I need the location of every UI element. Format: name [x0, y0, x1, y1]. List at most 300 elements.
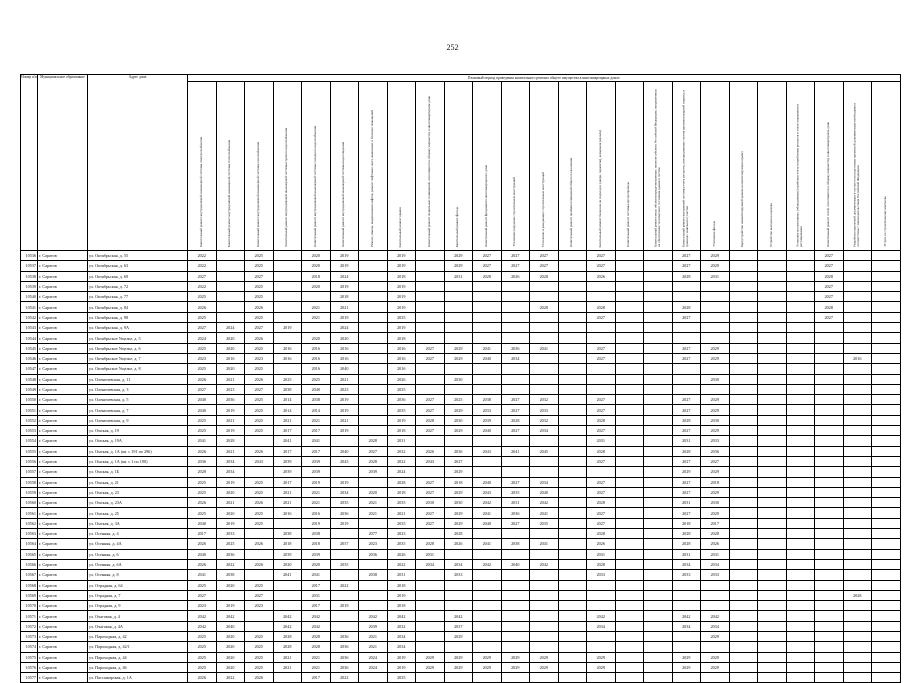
year-cell — [444, 364, 473, 374]
row-address: ул. Оленичевская, д. 9 — [88, 415, 188, 425]
year-cell: 2024 — [188, 333, 217, 343]
year-cell: 2027 — [587, 477, 616, 487]
year-cell: 2019 — [387, 281, 416, 291]
year-cell — [672, 323, 701, 333]
year-cell — [843, 498, 872, 508]
header-work-label: Капитальный ремонт внутридомовой инженерной системы холодного водоснабжения — [312, 126, 317, 247]
year-cell: 2031 — [672, 498, 701, 508]
table-row — [21, 436, 901, 446]
year-cell: 2034 — [216, 456, 245, 466]
year-cell — [359, 353, 388, 363]
year-cell: 2042 — [672, 611, 701, 621]
table-row — [21, 353, 901, 363]
year-cell — [273, 251, 302, 261]
year-cell: 2022 — [330, 673, 359, 683]
header-work-label: Капитальный ремонт внутридомовой инженерной системы газоснабжения — [255, 142, 260, 247]
year-cell: 2025 — [302, 374, 331, 384]
year-cell: 2035 — [387, 498, 416, 508]
year-cell: 2020 — [302, 251, 331, 261]
year-cell — [758, 652, 787, 662]
year-cell: 2027 — [587, 353, 616, 363]
year-cell — [473, 323, 502, 333]
year-cell — [758, 415, 787, 425]
header-work-label: Капитальный ремонт балконов на подъездах (двери, парапеты), козырьков (кровли) — [597, 129, 602, 247]
year-cell — [872, 601, 901, 611]
row-address: ул. Оленичевская, д. 7 — [88, 405, 188, 415]
row-number: 10560 — [21, 498, 38, 508]
year-cell: 2027 — [587, 312, 616, 322]
year-cell — [758, 343, 787, 353]
year-cell: 2016 — [302, 364, 331, 374]
year-cell: 2029 — [444, 405, 473, 415]
year-cell: 2026 — [387, 549, 416, 559]
year-cell — [530, 631, 559, 641]
year-cell: 2027 — [587, 395, 616, 405]
year-cell — [786, 652, 815, 662]
year-cell: 2023 — [359, 539, 388, 549]
year-cell — [843, 549, 872, 559]
year-cell: 2019 — [330, 601, 359, 611]
year-cell — [843, 631, 872, 641]
year-cell: 2042 — [359, 611, 388, 621]
year-cell: 2038 — [302, 395, 331, 405]
year-cell — [815, 549, 844, 559]
year-cell: 2027 — [444, 456, 473, 466]
year-cell: 2027 — [473, 261, 502, 271]
year-cell — [644, 436, 673, 446]
year-cell — [872, 456, 901, 466]
year-cell — [359, 323, 388, 333]
year-cell — [615, 662, 644, 672]
table-row — [21, 559, 901, 569]
year-cell — [530, 364, 559, 374]
year-cell: 2025 — [245, 642, 274, 652]
year-cell — [473, 611, 502, 621]
year-cell: 2021 — [387, 508, 416, 518]
row-number: 10551 — [21, 405, 38, 415]
year-cell — [786, 374, 815, 384]
year-cell — [672, 384, 701, 394]
table-row — [21, 426, 901, 436]
year-cell: 2042 — [530, 498, 559, 508]
header-work-14 — [558, 82, 587, 251]
row-municipality: г. Саратов — [38, 343, 88, 353]
year-cell — [815, 631, 844, 641]
year-cell — [701, 302, 730, 312]
year-cell: 2028 — [216, 436, 245, 446]
year-cell: 2036 — [330, 652, 359, 662]
year-cell: 2027 — [672, 395, 701, 405]
year-cell: 2025 — [245, 312, 274, 322]
year-cell — [530, 549, 559, 559]
year-cell — [843, 539, 872, 549]
year-cell — [501, 467, 530, 477]
year-cell — [644, 446, 673, 456]
year-cell — [729, 467, 758, 477]
year-cell: 2036 — [330, 642, 359, 652]
row-number: 10545 — [21, 343, 38, 353]
year-cell: 2028 — [273, 642, 302, 652]
row-municipality: г. Саратов — [38, 508, 88, 518]
year-cell — [416, 374, 445, 384]
row-number: 10563 — [21, 529, 38, 539]
year-cell: 2016 — [843, 353, 872, 363]
header-work-23 — [815, 82, 844, 251]
header-work-label: Капитальный ремонт системы мусоропровода — [626, 182, 631, 247]
year-cell — [872, 281, 901, 291]
year-cell: 2014 — [302, 405, 331, 415]
header-work-2 — [216, 82, 245, 251]
year-cell — [872, 343, 901, 353]
row-number: 10537 — [21, 261, 38, 271]
year-cell: 2016 — [330, 353, 359, 363]
row-address: ул. Осенняя, д. 6А — [88, 559, 188, 569]
year-cell: 2039 — [473, 415, 502, 425]
row-number: 10570 — [21, 601, 38, 611]
year-cell: 2020 — [216, 487, 245, 497]
year-cell — [615, 642, 644, 652]
year-cell: 2027 — [416, 343, 445, 353]
year-cell — [758, 621, 787, 631]
year-cell: 2035 — [387, 405, 416, 415]
row-number: 10559 — [21, 487, 38, 497]
year-cell — [558, 642, 587, 652]
year-cell — [729, 673, 758, 683]
capital-repair-schedule-table — [20, 74, 901, 683]
year-cell — [729, 539, 758, 549]
header-work-label: Капитальный ремонт внутридомовой инженерной системы горячего водоснабжения — [284, 128, 289, 247]
row-municipality: г. Саратов — [38, 631, 88, 641]
row-address: ул. Октябрьская, д. 55 — [88, 251, 188, 261]
year-cell — [872, 570, 901, 580]
year-cell — [701, 281, 730, 291]
row-address: ул. Октябрьская, д. 72 — [88, 281, 188, 291]
year-cell — [843, 601, 872, 611]
header-work-3 — [245, 82, 274, 251]
year-cell: 2026 — [245, 302, 274, 312]
year-cell — [615, 333, 644, 343]
year-cell — [729, 436, 758, 446]
row-address: ул. Осенняя, д. 4А — [88, 539, 188, 549]
year-cell — [359, 343, 388, 353]
year-cell — [843, 261, 872, 271]
table-row — [21, 652, 901, 662]
year-cell: 2029 — [701, 652, 730, 662]
year-cell: 2027 — [416, 426, 445, 436]
year-cell — [843, 559, 872, 569]
year-cell: 2016 — [302, 353, 331, 363]
year-cell — [758, 426, 787, 436]
header-municipality: Муниципальное образование — [38, 75, 88, 251]
row-municipality: г. Саратов — [38, 436, 88, 446]
year-cell — [843, 405, 872, 415]
year-cell — [786, 446, 815, 456]
header-plan-period: Плановый период проведения капитального ремонта общего имущества в многоквартирных домах — [188, 75, 901, 82]
year-cell: 2042 — [530, 559, 559, 569]
year-cell — [729, 271, 758, 281]
year-cell — [843, 611, 872, 621]
year-cell — [644, 549, 673, 559]
year-cell — [758, 580, 787, 590]
year-cell — [273, 673, 302, 683]
year-cell: 2033 — [216, 529, 245, 539]
year-cell — [501, 364, 530, 374]
year-cell — [359, 302, 388, 312]
header-work-label: Капитальный ремонт крыши — [398, 206, 403, 247]
year-cell — [530, 292, 559, 302]
year-cell: 2025 — [245, 662, 274, 672]
year-cell — [330, 590, 359, 600]
row-municipality: г. Саратов — [38, 529, 88, 539]
year-cell: 2021 — [273, 498, 302, 508]
header-work-7 — [359, 82, 388, 251]
year-cell — [815, 374, 844, 384]
year-cell: 2040 — [473, 426, 502, 436]
year-cell — [501, 611, 530, 621]
year-cell: 2026 — [188, 539, 217, 549]
year-cell: 2025 — [245, 477, 274, 487]
row-number: 10565 — [21, 549, 38, 559]
year-cell — [359, 292, 388, 302]
year-cell: 2042 — [444, 611, 473, 621]
year-cell — [815, 395, 844, 405]
table-row — [21, 487, 901, 497]
year-cell — [615, 395, 644, 405]
year-cell — [245, 436, 274, 446]
year-cell — [843, 642, 872, 652]
year-cell — [501, 292, 530, 302]
year-cell — [501, 302, 530, 312]
row-municipality: г. Саратов — [38, 559, 88, 569]
year-cell — [843, 364, 872, 374]
year-cell — [758, 518, 787, 528]
year-cell: 2037 — [444, 621, 473, 631]
row-address: ул. Пароходная, д. 44 — [88, 652, 188, 662]
row-municipality: г. Саратов — [38, 487, 88, 497]
table-row — [21, 508, 901, 518]
header-work-label: Утепление ограждающих строительных конструкций — [540, 171, 545, 247]
year-cell — [245, 570, 274, 580]
year-cell: 2029 — [530, 662, 559, 672]
year-cell: 2036 — [330, 631, 359, 641]
table-row — [21, 529, 901, 539]
row-number: 10550 — [21, 395, 38, 405]
year-cell — [644, 395, 673, 405]
year-cell — [758, 570, 787, 580]
year-cell — [558, 405, 587, 415]
year-cell — [786, 631, 815, 641]
year-cell — [273, 590, 302, 600]
year-cell — [701, 323, 730, 333]
year-cell — [416, 271, 445, 281]
year-cell — [672, 580, 701, 590]
year-cell — [644, 601, 673, 611]
table-row — [21, 498, 901, 508]
year-cell: 2029 — [444, 662, 473, 672]
year-cell: 2029 — [444, 467, 473, 477]
year-cell: 2026 — [701, 539, 730, 549]
year-cell: 2039 — [359, 467, 388, 477]
header-work-label: Капитальный ремонт внутридомовой инженерной системы теплоснабжения — [227, 139, 232, 247]
year-cell — [359, 559, 388, 569]
year-cell: 2017 — [273, 426, 302, 436]
year-cell: 2026 — [188, 302, 217, 312]
year-cell — [587, 323, 616, 333]
year-cell — [615, 302, 644, 312]
year-cell — [359, 333, 388, 343]
row-municipality: г. Саратов — [38, 456, 88, 466]
year-cell — [615, 436, 644, 446]
year-cell — [473, 631, 502, 641]
year-cell — [815, 539, 844, 549]
year-cell — [701, 312, 730, 322]
year-cell — [815, 353, 844, 363]
year-cell: 2025 — [188, 343, 217, 353]
year-cell: 2027 — [188, 590, 217, 600]
year-cell — [786, 518, 815, 528]
year-cell: 2033 — [701, 570, 730, 580]
year-cell: 2034 — [672, 559, 701, 569]
year-cell: 2026 — [188, 374, 217, 384]
year-cell — [615, 611, 644, 621]
year-cell — [359, 384, 388, 394]
year-cell — [815, 642, 844, 652]
year-cell: 2040 — [216, 621, 245, 631]
year-cell: 2028 — [302, 631, 331, 641]
year-cell: 2020 — [302, 559, 331, 569]
year-cell — [786, 456, 815, 466]
row-municipality: г. Саратов — [38, 662, 88, 672]
year-cell — [872, 323, 901, 333]
year-cell: 2036 — [330, 508, 359, 518]
row-municipality: г. Саратов — [38, 518, 88, 528]
year-cell: 2028 — [587, 446, 616, 456]
year-cell — [273, 271, 302, 281]
year-cell — [444, 333, 473, 343]
year-cell — [644, 631, 673, 641]
year-cell — [416, 642, 445, 652]
year-cell: 2025 — [245, 405, 274, 415]
year-cell — [815, 621, 844, 631]
row-number: 10576 — [21, 662, 38, 672]
year-cell — [843, 312, 872, 322]
year-cell: 2034 — [387, 642, 416, 652]
header-work-label: Капитальный ремонт сетей, относящихся к общему имуществу в многоквартирном доме — [825, 122, 830, 247]
year-cell: 2020 — [216, 652, 245, 662]
row-number: 10546 — [21, 353, 38, 363]
year-cell: 2034 — [701, 559, 730, 569]
year-cell — [729, 662, 758, 672]
year-cell — [501, 333, 530, 343]
year-cell — [473, 642, 502, 652]
year-cell: 2034 — [530, 426, 559, 436]
year-cell — [843, 281, 872, 291]
year-cell: 2040 — [473, 518, 502, 528]
year-cell — [444, 281, 473, 291]
year-cell: 2021 — [359, 631, 388, 641]
year-cell — [786, 549, 815, 559]
year-cell — [644, 261, 673, 271]
year-cell — [644, 312, 673, 322]
year-cell: 2034 — [444, 559, 473, 569]
year-cell: 2042 — [216, 611, 245, 621]
year-cell: 2025 — [188, 292, 217, 302]
year-cell: 2018 — [387, 580, 416, 590]
year-cell: 2028 — [843, 590, 872, 600]
year-cell — [273, 261, 302, 271]
year-cell — [644, 580, 673, 590]
year-cell: 2029 — [444, 261, 473, 271]
year-cell — [330, 611, 359, 621]
year-cell: 2025 — [245, 292, 274, 302]
header-work-label: Капитальный ремонт фундамента многоквартирного дома — [483, 165, 488, 247]
year-cell: 2019 — [216, 405, 245, 415]
year-cell — [815, 580, 844, 590]
year-cell — [758, 673, 787, 683]
year-cell — [729, 353, 758, 363]
year-cell — [558, 529, 587, 539]
year-cell: 2028 — [672, 271, 701, 281]
year-cell: 2041 — [530, 508, 559, 518]
year-cell — [872, 436, 901, 446]
table-row — [21, 580, 901, 590]
year-cell — [872, 652, 901, 662]
year-cell: 2027 — [359, 446, 388, 456]
year-cell — [615, 631, 644, 641]
year-cell — [444, 312, 473, 322]
year-cell: 2029 — [701, 467, 730, 477]
year-cell: 2038 — [216, 570, 245, 580]
year-cell: 2025 — [188, 477, 217, 487]
year-cell — [359, 261, 388, 271]
year-cell — [558, 601, 587, 611]
year-cell: 2036 — [359, 549, 388, 559]
year-cell — [872, 415, 901, 425]
year-cell: 2030 — [701, 415, 730, 425]
row-municipality: г. Саратов — [38, 611, 88, 621]
year-cell — [843, 456, 872, 466]
year-cell — [615, 271, 644, 281]
year-cell: 2016 — [216, 353, 245, 363]
year-cell — [416, 323, 445, 333]
year-cell: 2021 — [216, 498, 245, 508]
year-cell: 2025 — [245, 415, 274, 425]
year-cell — [558, 590, 587, 600]
year-cell: 2035 — [387, 384, 416, 394]
year-cell — [615, 467, 644, 477]
row-number: 10562 — [21, 518, 38, 528]
year-cell: 2029 — [473, 662, 502, 672]
year-cell: 2024 — [330, 271, 359, 281]
year-cell: 2027 — [416, 518, 445, 528]
row-number: 10567 — [21, 570, 38, 580]
year-cell — [729, 312, 758, 322]
year-cell — [587, 333, 616, 343]
year-cell — [729, 601, 758, 611]
row-address: ул. Октябрьская, д. 84 — [88, 302, 188, 312]
year-cell — [644, 662, 673, 672]
year-cell: 2040 — [188, 405, 217, 415]
year-cell: 2026 — [245, 673, 274, 683]
year-cell — [758, 662, 787, 672]
year-cell: 2027 — [587, 456, 616, 466]
table-row — [21, 601, 901, 611]
year-cell: 2025 — [245, 631, 274, 641]
row-municipality: г. Саратов — [38, 271, 88, 281]
year-cell — [558, 580, 587, 590]
year-cell: 2016 — [387, 353, 416, 363]
year-cell — [501, 529, 530, 539]
